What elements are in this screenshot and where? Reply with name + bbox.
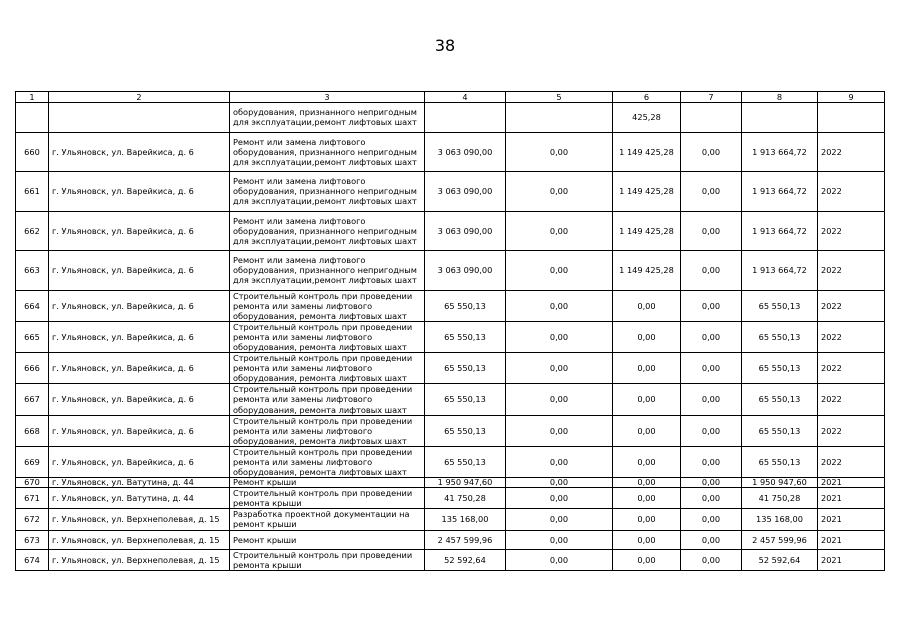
column-8-cell xyxy=(742,103,818,133)
column-7-cell: 0,00 xyxy=(681,290,742,321)
row-number: 669 xyxy=(16,446,49,477)
row-number: 674 xyxy=(16,550,49,571)
total-cost-cell: 65 550,13 xyxy=(425,384,506,415)
column-header: 9 xyxy=(818,92,885,103)
table-row xyxy=(16,132,885,172)
column-5-cell: 0,00 xyxy=(506,211,613,251)
column-6-cell: 1 149 425,28 xyxy=(613,211,681,251)
column-6-cell: 425,28 xyxy=(613,103,681,133)
column-6-cell: 1 149 425,28 xyxy=(613,132,681,172)
column-8-cell: 1 913 664,72 xyxy=(742,132,818,172)
total-cost-cell: 3 063 090,00 xyxy=(425,251,506,291)
table-header-row xyxy=(16,92,885,103)
row-number: 668 xyxy=(16,415,49,446)
year-cell: 2022 xyxy=(818,384,885,415)
column-header: 2 xyxy=(49,92,230,103)
address-cell: г. Ульяновск, ул. Верхнеполевая, д. 15 xyxy=(49,530,230,550)
column-6-cell: 1 149 425,28 xyxy=(613,251,681,291)
column-8-cell: 1 950 947,60 xyxy=(742,478,818,488)
column-7-cell: 0,00 xyxy=(681,509,742,530)
column-8-cell: 65 550,13 xyxy=(742,384,818,415)
year-cell: 2022 xyxy=(818,251,885,291)
column-5-cell: 0,00 xyxy=(506,132,613,172)
work-description-cell: Ремонт или замена лифтового оборудования, признанного непригодным для эксплуатации,ремонт лифтовых шахт xyxy=(230,251,425,291)
work-description-cell: Ремонт крыши xyxy=(230,530,425,550)
column-6-cell: 1 149 425,28 xyxy=(613,172,681,212)
work-description-cell: Строительный контроль при проведении ремонта или замены лифтового оборудования, ремонта лифтовых шахт xyxy=(230,446,425,477)
column-7-cell: 0,00 xyxy=(681,478,742,488)
row-number: 666 xyxy=(16,353,49,384)
column-8-cell: 52 592,64 xyxy=(742,550,818,571)
column-5-cell: 0,00 xyxy=(506,488,613,509)
address-cell: г. Ульяновск, ул. Варейкиса, д. 6 xyxy=(49,172,230,212)
total-cost-cell: 2 457 599,96 xyxy=(425,530,506,550)
column-8-cell: 135 168,00 xyxy=(742,509,818,530)
work-description-cell: Строительный контроль при проведении ремонта крыши xyxy=(230,550,425,571)
column-5-cell: 0,00 xyxy=(506,384,613,415)
year-cell: 2021 xyxy=(818,478,885,488)
column-6-cell: 0,00 xyxy=(613,415,681,446)
row-number: 672 xyxy=(16,509,49,530)
column-5-cell: 0,00 xyxy=(506,172,613,212)
column-6-cell: 0,00 xyxy=(613,353,681,384)
column-7-cell: 0,00 xyxy=(681,132,742,172)
row-number: 660 xyxy=(16,132,49,172)
column-8-cell: 2 457 599,96 xyxy=(742,530,818,550)
row-number: 665 xyxy=(16,321,49,352)
column-7-cell: 0,00 xyxy=(681,550,742,571)
address-cell xyxy=(49,103,230,133)
total-cost-cell: 65 550,13 xyxy=(425,415,506,446)
total-cost-cell: 65 550,13 xyxy=(425,321,506,352)
total-cost-cell: 65 550,13 xyxy=(425,290,506,321)
work-description-cell: Ремонт или замена лифтового оборудования, признанного непригодным для эксплуатации,ремонт лифтовых шахт xyxy=(230,132,425,172)
address-cell: г. Ульяновск, ул. Варейкиса, д. 6 xyxy=(49,211,230,251)
year-cell: 2022 xyxy=(818,415,885,446)
column-6-cell: 0,00 xyxy=(613,478,681,488)
column-6-cell: 0,00 xyxy=(613,550,681,571)
year-cell: 2022 xyxy=(818,132,885,172)
column-6-cell: 0,00 xyxy=(613,530,681,550)
column-7-cell: 0,00 xyxy=(681,415,742,446)
address-cell: г. Ульяновск, ул. Варейкиса, д. 6 xyxy=(49,353,230,384)
year-cell: 2021 xyxy=(818,488,885,509)
column-8-cell: 65 550,13 xyxy=(742,290,818,321)
total-cost-cell: 3 063 090,00 xyxy=(425,211,506,251)
work-description-cell: Ремонт или замена лифтового оборудования, признанного непригодным для эксплуатации,ремонт лифтовых шахт xyxy=(230,172,425,212)
total-cost-cell: 65 550,13 xyxy=(425,446,506,477)
work-description-cell: Ремонт или замена лифтового оборудования, признанного непригодным для эксплуатации,ремонт лифтовых шахт xyxy=(230,211,425,251)
address-cell: г. Ульяновск, ул. Ватутина, д. 44 xyxy=(49,488,230,509)
year-cell: 2022 xyxy=(818,172,885,212)
table-row xyxy=(16,446,885,477)
year-cell xyxy=(818,103,885,133)
table-row xyxy=(16,172,885,212)
column-7-cell: 0,00 xyxy=(681,251,742,291)
address-cell: г. Ульяновск, ул. Варейкиса, д. 6 xyxy=(49,384,230,415)
row-number: 661 xyxy=(16,172,49,212)
column-6-cell: 0,00 xyxy=(613,488,681,509)
row-number: 662 xyxy=(16,211,49,251)
row-number: 673 xyxy=(16,530,49,550)
column-5-cell xyxy=(506,103,613,133)
column-5-cell: 0,00 xyxy=(506,509,613,530)
work-description-cell: Строительный контроль при проведении ремонта или замены лифтового оборудования, ремонта лифтовых шахт xyxy=(230,353,425,384)
column-header: 3 xyxy=(230,92,425,103)
column-8-cell: 65 550,13 xyxy=(742,321,818,352)
column-8-cell: 1 913 664,72 xyxy=(742,211,818,251)
column-8-cell: 65 550,13 xyxy=(742,446,818,477)
total-cost-cell: 135 168,00 xyxy=(425,509,506,530)
table-row xyxy=(16,509,885,530)
column-6-cell: 0,00 xyxy=(613,290,681,321)
row-number xyxy=(16,103,49,133)
works-table xyxy=(15,91,885,571)
table-row xyxy=(16,530,885,550)
column-5-cell: 0,00 xyxy=(506,478,613,488)
year-cell: 2021 xyxy=(818,550,885,571)
total-cost-cell: 3 063 090,00 xyxy=(425,132,506,172)
column-5-cell: 0,00 xyxy=(506,251,613,291)
address-cell: г. Ульяновск, ул. Варейкиса, д. 6 xyxy=(49,290,230,321)
row-number: 664 xyxy=(16,290,49,321)
address-cell: г. Ульяновск, ул. Верхнеполевая, д. 15 xyxy=(49,509,230,530)
column-5-cell: 0,00 xyxy=(506,550,613,571)
work-description-cell: Строительный контроль при проведении ремонта или замены лифтового оборудования, ремонта лифтовых шахт xyxy=(230,384,425,415)
column-7-cell: 0,00 xyxy=(681,353,742,384)
table-row xyxy=(16,550,885,571)
column-header: 6 xyxy=(613,92,681,103)
column-8-cell: 65 550,13 xyxy=(742,353,818,384)
work-description-cell: Разработка проектной документации на ремонт крыши xyxy=(230,509,425,530)
year-cell: 2022 xyxy=(818,321,885,352)
total-cost-cell: 52 592,64 xyxy=(425,550,506,571)
column-6-cell: 0,00 xyxy=(613,321,681,352)
column-6-cell: 0,00 xyxy=(613,384,681,415)
total-cost-cell: 41 750,28 xyxy=(425,488,506,509)
column-header: 8 xyxy=(742,92,818,103)
address-cell: г. Ульяновск, ул. Варейкиса, д. 6 xyxy=(49,132,230,172)
column-6-cell: 0,00 xyxy=(613,509,681,530)
table-row xyxy=(16,321,885,352)
table-row xyxy=(16,488,885,509)
column-5-cell: 0,00 xyxy=(506,446,613,477)
total-cost-cell xyxy=(425,103,506,133)
address-cell: г. Ульяновск, ул. Варейкиса, д. 6 xyxy=(49,446,230,477)
column-8-cell: 1 913 664,72 xyxy=(742,251,818,291)
row-number: 667 xyxy=(16,384,49,415)
row-number: 663 xyxy=(16,251,49,291)
address-cell: г. Ульяновск, ул. Ватутина, д. 44 xyxy=(49,478,230,488)
year-cell: 2022 xyxy=(818,211,885,251)
column-7-cell xyxy=(681,103,742,133)
work-description-cell: Строительный контроль при проведении ремонта крыши xyxy=(230,488,425,509)
row-number: 671 xyxy=(16,488,49,509)
total-cost-cell: 3 063 090,00 xyxy=(425,172,506,212)
column-8-cell: 1 913 664,72 xyxy=(742,172,818,212)
work-description-cell: Строительный контроль при проведении ремонта или замены лифтового оборудования, ремонта лифтовых шахт xyxy=(230,321,425,352)
year-cell: 2022 xyxy=(818,446,885,477)
column-5-cell: 0,00 xyxy=(506,415,613,446)
year-cell: 2022 xyxy=(818,353,885,384)
address-cell: г. Ульяновск, ул. Варейкиса, д. 6 xyxy=(49,415,230,446)
column-7-cell: 0,00 xyxy=(681,211,742,251)
year-cell: 2021 xyxy=(818,530,885,550)
column-7-cell: 0,00 xyxy=(681,488,742,509)
table-row xyxy=(16,384,885,415)
table-row xyxy=(16,103,885,133)
work-description-cell: Строительный контроль при проведении ремонта или замены лифтового оборудования, ремонта лифтовых шахт xyxy=(230,290,425,321)
table-row xyxy=(16,290,885,321)
address-cell: г. Ульяновск, ул. Верхнеполевая, д. 15 xyxy=(49,550,230,571)
work-description-cell: Строительный контроль при проведении ремонта или замены лифтового оборудования, ремонта лифтовых шахт xyxy=(230,415,425,446)
table-row xyxy=(16,478,885,488)
year-cell: 2021 xyxy=(818,509,885,530)
column-header: 5 xyxy=(506,92,613,103)
year-cell: 2022 xyxy=(818,290,885,321)
work-description-cell: оборудования, признанного непригодным для эксплуатации,ремонт лифтовых шахт xyxy=(230,103,425,133)
column-7-cell: 0,00 xyxy=(681,321,742,352)
work-description-cell: Ремонт крыши xyxy=(230,478,425,488)
table-row xyxy=(16,211,885,251)
table-row xyxy=(16,251,885,291)
table-row xyxy=(16,353,885,384)
row-number: 670 xyxy=(16,478,49,488)
column-7-cell: 0,00 xyxy=(681,384,742,415)
column-8-cell: 65 550,13 xyxy=(742,415,818,446)
column-5-cell: 0,00 xyxy=(506,353,613,384)
total-cost-cell: 65 550,13 xyxy=(425,353,506,384)
column-header: 4 xyxy=(425,92,506,103)
column-header: 1 xyxy=(16,92,49,103)
address-cell: г. Ульяновск, ул. Варейкиса, д. 6 xyxy=(49,321,230,352)
column-7-cell: 0,00 xyxy=(681,530,742,550)
column-5-cell: 0,00 xyxy=(506,290,613,321)
column-8-cell: 41 750,28 xyxy=(742,488,818,509)
page-number: 38 xyxy=(434,36,456,55)
column-5-cell: 0,00 xyxy=(506,321,613,352)
column-6-cell: 0,00 xyxy=(613,446,681,477)
column-5-cell: 0,00 xyxy=(506,530,613,550)
column-7-cell: 0,00 xyxy=(681,172,742,212)
address-cell: г. Ульяновск, ул. Варейкиса, д. 6 xyxy=(49,251,230,291)
table-row xyxy=(16,415,885,446)
total-cost-cell: 1 950 947,60 xyxy=(425,478,506,488)
column-header: 7 xyxy=(681,92,742,103)
column-7-cell: 0,00 xyxy=(681,446,742,477)
